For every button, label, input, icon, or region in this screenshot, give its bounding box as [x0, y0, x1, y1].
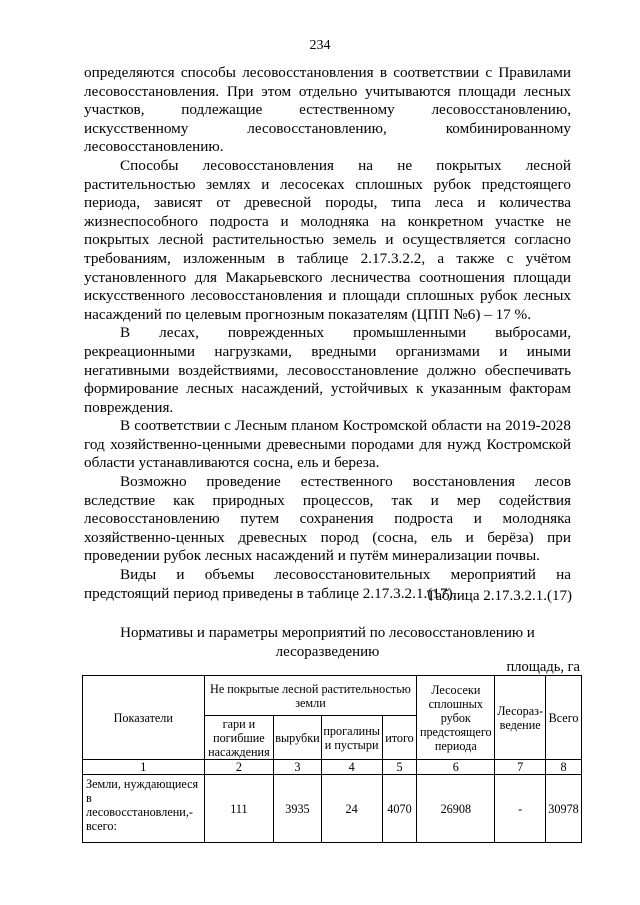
header-subtotal: итого — [382, 716, 417, 760]
data-table — [82, 675, 582, 843]
header-indicators: Показатели — [83, 676, 205, 760]
paragraph: В соответствии с Лесным планом Костромской области на 2019-2028 год хозяйственно-ценными древесными породами для нужд Костромской области устанавливаются сосна, ель и береза. — [84, 417, 571, 472]
table-unit: площадь, га — [506, 659, 580, 675]
paragraph: Возможно проведение естественного восстановления лесов вследствие как природных процессов, так и мер содействия лесовосстановлению путем сохранения подроста и молодняка хозяйственно-ценных древесных пород (сосна, ель и берёза) при проведении рубок лесных насаждений и путём минерализации почвы. — [84, 473, 571, 565]
table-cell: 111 — [204, 775, 274, 843]
column-number-row — [83, 760, 582, 775]
table-cell: 4070 — [382, 775, 417, 843]
column-number: 6 — [417, 760, 495, 775]
table-caption: Таблица 2.17.3.2.1.(17) — [426, 588, 572, 604]
body-text — [84, 64, 571, 603]
header-total: Всего — [546, 676, 582, 760]
column-number: 7 — [495, 760, 546, 775]
table-cell: 3935 — [274, 775, 321, 843]
header-cutting-areas: Лесосеки сплошных рубок предстоящего периода — [417, 676, 495, 760]
table-cell: 26908 — [417, 775, 495, 843]
column-number: 3 — [274, 760, 321, 775]
row-label: Земли, нуждающиеся в лесовосстановлени,-всего: — [83, 775, 205, 843]
column-number: 4 — [321, 760, 382, 775]
paragraph: В лесах, поврежденных промышленными выбросами, рекреационными нагрузками, вредными организмами и иными негативными воздействиями, лесовосстановление должно обеспечивать формирование лесных насаждений, устойчивых к указанным факторам повреждения. — [84, 324, 571, 416]
header-afforestation: Лесораз-ведение — [495, 676, 546, 760]
table-cell: - — [495, 775, 546, 843]
table-title: Нормативы и параметры мероприятий по лесовосстановлению и лесоразведению — [120, 625, 535, 660]
paragraph: Виды и объемы лесовосстановительных мероприятий на предстоящий период приведены в таблице 2.17.3.2.1.(17). — [84, 566, 571, 602]
table-cell: 24 — [321, 775, 382, 843]
paragraph: Способы лесовосстановления на не покрытых лесной растительностью землях и лесосеках сплошных рубок предстоящего периода, зависят от древесной породы, типа леса и количества жизнеспособного подроста и молодняка на конкретном участке не покрытых лесной растительностью земель и осуществляется согласно требованиям, изложенным в таблице 2.17.3.2.2, а также с учётом установленного для Макарьевского лесничества соотношения площади искусственного лесовосстановления и площади сплошных рубок лесных насаждений по целевым прогнозным показателям (ЦПП №6) – 17 %. — [84, 156, 571, 323]
header-clearings: вырубки — [274, 716, 321, 760]
column-number: 5 — [382, 760, 417, 775]
header-burnt: гари и погибшие насаждения — [204, 716, 274, 760]
table-cell: 30978 — [546, 775, 582, 843]
page-number: 234 — [309, 38, 331, 53]
column-number: 1 — [83, 760, 205, 775]
column-number: 8 — [546, 760, 582, 775]
header-uncovered-lands: Не покрытые лесной растительностью земли — [204, 676, 417, 716]
paragraph: определяются способы лесовосстановления в соответствии с Правилами лесовосстановления. При этом отдельно учитываются площади лесных участков, подлежащие естественному лесовосстановлению, искусственному лесовосстановлению, комбинированному лесовосстановлению. — [84, 64, 571, 156]
header-glades: прогалины и пустыри — [321, 716, 382, 760]
table-row — [83, 775, 582, 843]
column-number: 2 — [204, 760, 274, 775]
